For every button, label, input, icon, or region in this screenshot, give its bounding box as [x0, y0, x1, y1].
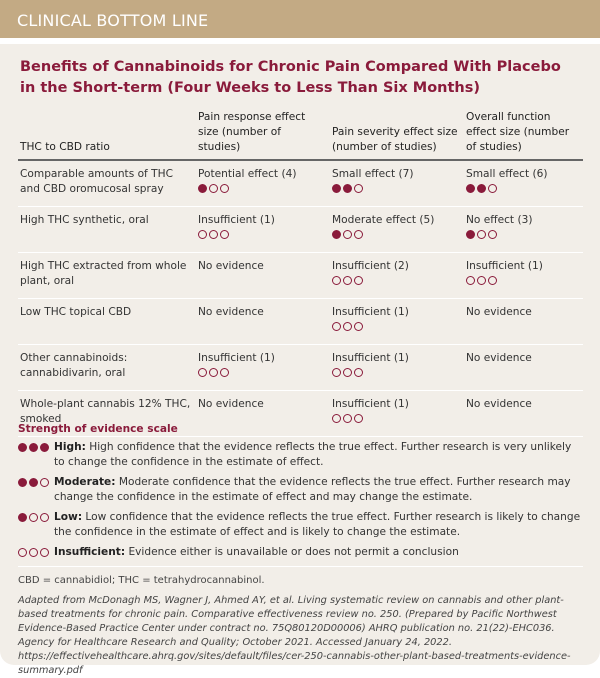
- table-cell: [196, 344, 330, 390]
- filled-circle-icon: [466, 230, 475, 239]
- empty-circle-icon: [343, 414, 352, 423]
- empty-circle-icon: [477, 230, 486, 239]
- effect-text: Insufficient (1): [332, 305, 409, 318]
- legend-title: Strength of evidence scale: [18, 423, 178, 435]
- table-cell: [196, 160, 330, 206]
- empty-circle-icon: [466, 276, 475, 285]
- row-label: High THC extracted from whole plant, oral: [18, 252, 196, 298]
- legend-text: [54, 545, 459, 560]
- source-citation: Adapted from McDonagh MS, Wagner J, Ahmed AY, et al. Living systematic review on cannabis and other plant-based treatments for chronic pain. Comparative effectiveness review no. 250. (Prepared by Pacific Northwest Evidence-Based Practice Center under contract no. 75Q80120D00006) AHRQ publication no. 21(22)-EHC036. Agency for Healthcare Research and Quality; October 2021. Accessed January 24, 2022. https://effectivehealthcare.ahrq.gov/sites/default/files/cer-250-cannabis-other-plant-based-treatments-evidence-summary.pdf: [18, 595, 571, 676]
- evidence-rating-dots: [198, 368, 328, 377]
- abbreviations: CBD = cannabidiol; THC = tetrahydrocannabinol.: [18, 575, 265, 586]
- filled-circle-icon: [332, 230, 341, 239]
- section-header: CLINICAL BOTTOM LINE: [0, 0, 600, 38]
- column-header: Overall function effect size (number of studies): [464, 110, 583, 160]
- effect-text: No evidence: [466, 397, 532, 410]
- row-label: Comparable amounts of THC and CBD oromucosal spray: [18, 160, 196, 206]
- empty-circle-icon: [354, 368, 363, 377]
- legend-text: [54, 440, 583, 470]
- empty-circle-icon: [343, 322, 352, 331]
- evidence-table: [18, 110, 583, 437]
- table-row: [18, 344, 583, 390]
- title-line-2: in the Short-term (Four Weeks to Less Than Six Months): [20, 80, 481, 96]
- table-cell: [464, 206, 583, 252]
- empty-circle-icon: [198, 368, 207, 377]
- legend-description: High confidence that the evidence reflects the true effect. Further research is very unlikely to change the confidence in the estimate of effect.: [54, 441, 572, 468]
- evidence-rating-dots: [332, 276, 462, 285]
- filled-circle-icon: [477, 184, 486, 193]
- evidence-rating-dots: [332, 368, 462, 377]
- empty-circle-icon: [209, 368, 218, 377]
- table-cell: [330, 252, 464, 298]
- empty-circle-icon: [29, 513, 38, 522]
- effect-text: No evidence: [198, 259, 264, 272]
- filled-circle-icon: [18, 513, 27, 522]
- row-label: High THC synthetic, oral: [18, 206, 196, 252]
- effect-text: No evidence: [466, 305, 532, 318]
- legend-label: Moderate:: [54, 476, 116, 488]
- empty-circle-icon: [488, 276, 497, 285]
- evidence-rating-dots: [198, 184, 328, 193]
- filled-circle-icon: [198, 184, 207, 193]
- legend-label: High:: [54, 441, 86, 453]
- effect-text: No evidence: [466, 351, 532, 364]
- divider: [18, 566, 583, 567]
- filled-circle-icon: [29, 478, 38, 487]
- evidence-rating-dots: [18, 443, 54, 470]
- empty-circle-icon: [343, 230, 352, 239]
- legend-item: [18, 545, 583, 560]
- table-row: [18, 298, 583, 344]
- filled-circle-icon: [466, 184, 475, 193]
- column-header: Pain severity effect size (number of studies): [330, 110, 464, 160]
- evidence-rating-dots: [466, 184, 581, 193]
- table-header-row: [18, 110, 583, 160]
- empty-circle-icon: [209, 184, 218, 193]
- legend-description: Evidence either is unavailable or does not permit a conclusion: [125, 546, 459, 558]
- empty-circle-icon: [198, 230, 207, 239]
- legend-label: Insufficient:: [54, 546, 126, 558]
- effect-text: Moderate effect (5): [332, 213, 435, 226]
- legend-text: [54, 475, 583, 505]
- legend-item: [18, 475, 583, 505]
- empty-circle-icon: [209, 230, 218, 239]
- empty-circle-icon: [18, 548, 27, 557]
- empty-circle-icon: [354, 414, 363, 423]
- empty-circle-icon: [40, 513, 49, 522]
- table-cell: [464, 160, 583, 206]
- filled-circle-icon: [29, 443, 38, 452]
- legend-item: [18, 510, 583, 540]
- table-row: [18, 252, 583, 298]
- title-line-1: Benefits of Cannabinoids for Chronic Pain Compared With Placebo: [20, 59, 561, 75]
- empty-circle-icon: [40, 548, 49, 557]
- column-header: THC to CBD ratio: [18, 110, 196, 160]
- evidence-rating-dots: [332, 414, 462, 423]
- empty-circle-icon: [332, 322, 341, 331]
- empty-circle-icon: [343, 276, 352, 285]
- effect-text: Insufficient (1): [198, 213, 275, 226]
- filled-circle-icon: [18, 478, 27, 487]
- legend-item: [18, 440, 583, 470]
- table-cell: [196, 298, 330, 344]
- table-cell: [464, 252, 583, 298]
- effect-text: Insufficient (2): [332, 259, 409, 272]
- empty-circle-icon: [343, 368, 352, 377]
- effect-text: No evidence: [198, 397, 264, 410]
- empty-circle-icon: [477, 276, 486, 285]
- table-cell: [464, 344, 583, 390]
- empty-circle-icon: [354, 322, 363, 331]
- evidence-rating-dots: [18, 478, 54, 505]
- table-row: [18, 206, 583, 252]
- legend-description: Low confidence that the evidence reflects the true effect. Further research is likely to change the confidence in the estimate of effect and is likely to change the estimate.: [54, 511, 581, 538]
- empty-circle-icon: [220, 184, 229, 193]
- table-cell: [464, 298, 583, 344]
- row-label: Other cannabinoids: cannabidivarin, oral: [18, 344, 196, 390]
- evidence-rating-dots: [332, 322, 462, 331]
- evidence-rating-dots: [332, 230, 462, 239]
- empty-circle-icon: [29, 548, 38, 557]
- empty-circle-icon: [354, 230, 363, 239]
- table-cell: [196, 206, 330, 252]
- filled-circle-icon: [332, 184, 341, 193]
- row-label: Low THC topical CBD: [18, 298, 196, 344]
- evidence-rating-dots: [18, 548, 54, 560]
- empty-circle-icon: [354, 184, 363, 193]
- legend-label: Low:: [54, 511, 83, 523]
- effect-text: Insufficient (1): [198, 351, 275, 364]
- table-cell: [330, 344, 464, 390]
- effect-text: Small effect (7): [332, 168, 414, 180]
- effect-text: Insufficient (1): [332, 351, 409, 364]
- empty-circle-icon: [488, 184, 497, 193]
- filled-circle-icon: [40, 443, 49, 452]
- empty-circle-icon: [354, 276, 363, 285]
- effect-text: No evidence: [198, 305, 264, 318]
- empty-circle-icon: [40, 478, 49, 487]
- effect-text: Small effect (6): [466, 168, 548, 180]
- evidence-rating-dots: [466, 230, 581, 239]
- evidence-rating-dots: [466, 276, 581, 285]
- empty-circle-icon: [488, 230, 497, 239]
- table-row: [18, 160, 583, 206]
- table-cell: [196, 252, 330, 298]
- row-label: Whole-plant cannabis 12% THC, smoked: [18, 390, 196, 436]
- legend-text: [54, 510, 583, 540]
- effect-text: No effect (3): [466, 213, 533, 226]
- column-header: Pain response effect size (number of studies): [196, 110, 330, 160]
- empty-circle-icon: [220, 230, 229, 239]
- empty-circle-icon: [332, 414, 341, 423]
- effect-text: Insufficient (1): [332, 397, 409, 410]
- table-cell: [330, 160, 464, 206]
- empty-circle-icon: [332, 276, 341, 285]
- empty-circle-icon: [220, 368, 229, 377]
- evidence-rating-dots: [332, 184, 462, 193]
- filled-circle-icon: [18, 443, 27, 452]
- evidence-rating-dots: [18, 513, 54, 540]
- effect-text: Potential effect (4): [198, 168, 297, 180]
- filled-circle-icon: [343, 184, 352, 193]
- effect-text: Insufficient (1): [466, 259, 543, 272]
- table-cell: [330, 298, 464, 344]
- evidence-rating-dots: [198, 230, 328, 239]
- empty-circle-icon: [332, 368, 341, 377]
- evidence-legend: [18, 423, 583, 678]
- legend-description: Moderate confidence that the evidence reflects the true effect. Further research may change the confidence in the estimate of effect and may change the estimate.: [54, 476, 571, 503]
- table-cell: [330, 206, 464, 252]
- table-title: [0, 44, 600, 99]
